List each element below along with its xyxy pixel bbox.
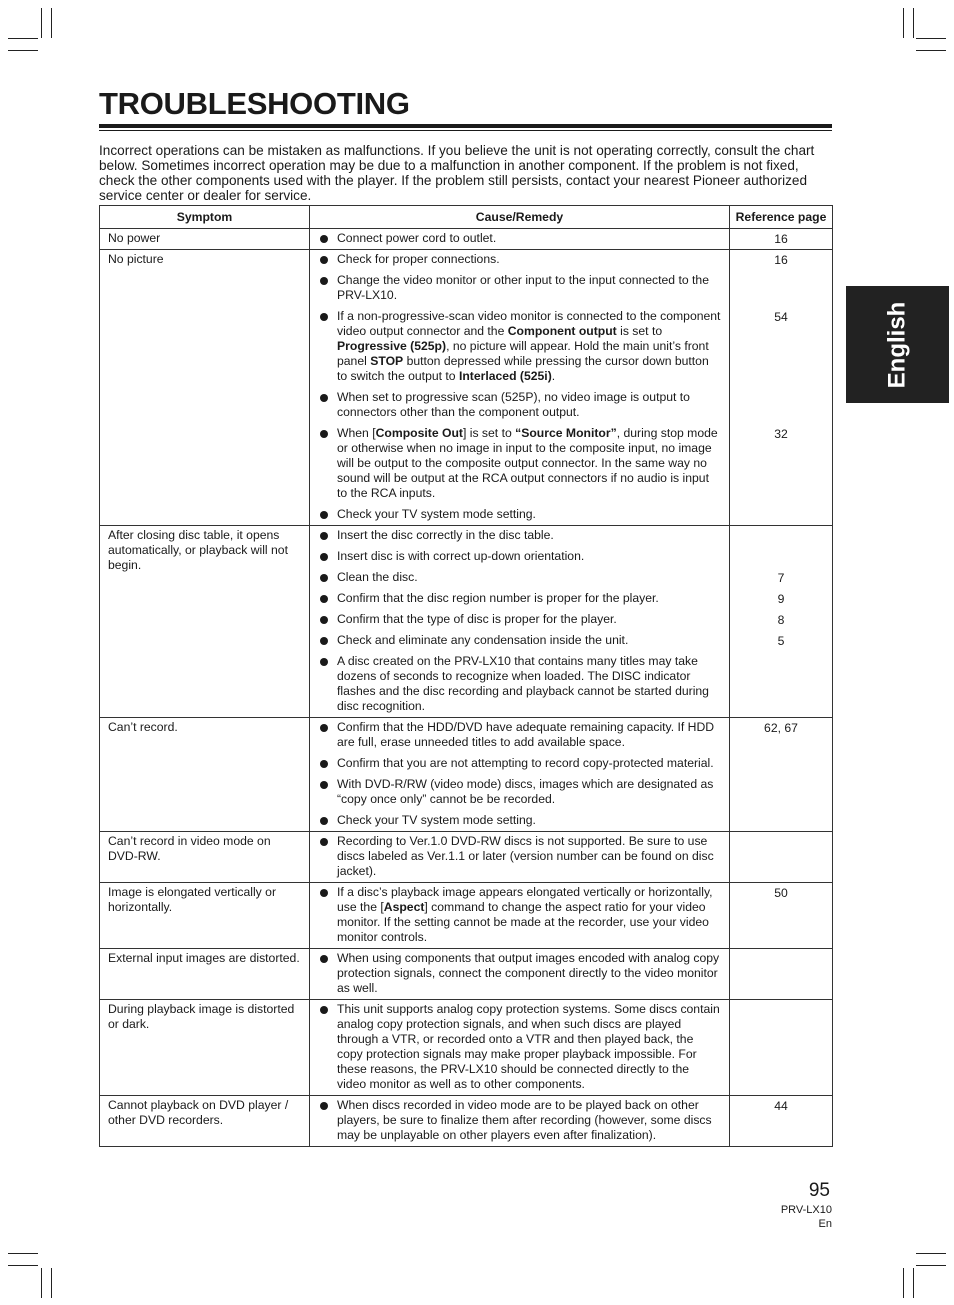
cause-item: Check for proper connections. — [319, 252, 721, 267]
reference-page: 5 — [777, 633, 785, 648]
reference-page: 9 — [777, 591, 785, 606]
language-tab-label: English — [883, 301, 911, 388]
reference-page: 50 — [774, 885, 788, 900]
table-row — [100, 718, 833, 832]
reference-cell — [730, 832, 833, 883]
page-number: 95 — [808, 1180, 830, 1201]
reference-page — [730, 550, 832, 565]
reference-page — [730, 835, 832, 850]
cause-item: A disc created on the PRV-LX10 that contains many titles may take dozens of seconds to recognize when loaded. The DISC indicator flashes and the disc recording and playback cannot be started during disc recognition. — [319, 654, 721, 714]
cause-item: Insert disc is with correct up-down orientation. — [319, 549, 721, 564]
table-row — [100, 883, 833, 949]
reference-page: 16 — [774, 231, 788, 246]
symptom-header: Symptom — [100, 206, 310, 229]
reference-page — [730, 814, 832, 829]
reference-header: Reference page — [730, 206, 833, 229]
reference-cell — [730, 250, 833, 526]
cause-cell — [310, 250, 730, 526]
cause-item: When using components that output images encoded with analog copy protection signals, connect the component directly to the video monitor as well. — [319, 951, 721, 996]
reference-page — [730, 1003, 832, 1018]
reference-page: 62, 67 — [764, 720, 798, 735]
cause-cell — [310, 1096, 730, 1147]
reference-page: 7 — [777, 570, 785, 585]
symptom-cell: No power — [100, 229, 310, 250]
table-row — [100, 229, 833, 250]
model-label — [781, 1203, 832, 1231]
cause-item: Check and eliminate any condensation inside the unit. — [319, 633, 721, 648]
cause-item: Check your TV system mode setting. — [319, 813, 721, 828]
reference-page: 54 — [774, 309, 788, 324]
cause-cell — [310, 526, 730, 718]
reference-page — [730, 655, 832, 670]
reference-page — [730, 757, 832, 772]
symptom-cell: During playback image is distorted or dark. — [100, 1000, 310, 1096]
reference-cell — [730, 1096, 833, 1147]
reference-page — [730, 529, 832, 544]
title-rule-thin — [99, 130, 832, 131]
reference-page — [730, 508, 832, 523]
cause-item: Confirm that you are not attempting to record copy-protected material. — [319, 756, 721, 771]
reference-page — [730, 952, 832, 967]
cause-item: When [Composite Out] is set to “Source Monitor”, during stop mode or otherwise when no image in input to the composite input, no image will be output to the composite output connector. In the same way no sound will be output at the RCA output connectors if no audio is input to the RCA inputs. — [319, 426, 721, 501]
reference-cell — [730, 883, 833, 949]
reference-cell — [730, 718, 833, 832]
cause-cell — [310, 1000, 730, 1096]
symptom-cell: Can’t record. — [100, 718, 310, 832]
symptom-cell: External input images are distorted. — [100, 949, 310, 1000]
table-row — [100, 250, 833, 526]
table-row — [100, 1000, 833, 1096]
cause-item: Confirm that the type of disc is proper for the player. — [319, 612, 721, 627]
cause-item: With DVD-R/RW (video mode) discs, images which are designated as “copy once only” cannot be be recorded. — [319, 777, 721, 807]
page-title: TROUBLESHOOTING — [99, 86, 410, 121]
cause-item: Connect power cord to outlet. — [319, 231, 721, 246]
table-row — [100, 1096, 833, 1147]
cause-item: Confirm that the HDD/DVD have adequate remaining capacity. If HDD are full, erase unneeded titles to add available space. — [319, 720, 721, 750]
reference-cell — [730, 1000, 833, 1096]
symptom-cell: Image is elongated vertically or horizontally. — [100, 883, 310, 949]
cause-cell — [310, 832, 730, 883]
table-row — [100, 949, 833, 1000]
cause-item: When set to progressive scan (525P), no video image is output to connectors other than the component output. — [319, 390, 721, 420]
cause-item: Change the video monitor or other input to the input connected to the PRV-LX10. — [319, 273, 721, 303]
symptom-cell: Can’t record in video mode on DVD-RW. — [100, 832, 310, 883]
reference-cell — [730, 949, 833, 1000]
cause-item: Check your TV system mode setting. — [319, 507, 721, 522]
language-code: En — [818, 1218, 832, 1230]
table-body — [100, 229, 833, 1147]
language-tab — [846, 286, 949, 403]
cause-item: Clean the disc. — [319, 570, 721, 585]
table-row — [100, 832, 833, 883]
symptom-cell: After closing disc table, it opens automatically, or playback will not begin. — [100, 526, 310, 718]
cause-item: When discs recorded in video mode are to be played back on other players, be sure to finalize them after recording (however, some discs may be unplayable on other players even after finalization). — [319, 1098, 721, 1143]
cause-cell — [310, 949, 730, 1000]
intro-paragraph: Incorrect operations can be mistaken as malfunctions. If you believe the unit is not operating correctly, consult the chart below. Sometimes incorrect operation may be due to a malfunction in another component. If the problem is not fixed, check the other components used with the player. If the problem still persists, contact your nearest Pioneer authorized service center or dealer for service. — [99, 143, 815, 203]
reference-page: 44 — [774, 1098, 788, 1113]
cause-item: Recording to Ver.1.0 DVD-RW discs is not supported. Be sure to use discs labeled as Ver.1.1 or later (version number can be found on disc jacket). — [319, 834, 721, 879]
cause-item: Confirm that the disc region number is proper for the player. — [319, 591, 721, 606]
cause-item: If a disc’s playback image appears elongated vertically or horizontally, use the [Aspect] command to change the aspect ratio for your video monitor. If the setting cannot be made at the recorder, use your video monitor controls. — [319, 885, 721, 945]
troubleshooting-table — [99, 205, 833, 1147]
symptom-cell: No picture — [100, 250, 310, 526]
cause-cell — [310, 718, 730, 832]
symptom-cell: Cannot playback on DVD player / other DVD recorders. — [100, 1096, 310, 1147]
model-number: PRV-LX10 — [780, 1204, 832, 1216]
table-header-row — [100, 206, 833, 229]
cause-item: If a non-progressive-scan video monitor is connected to the component video output connector and the Component output is set to Progressive (525p), no picture will appear. Hold the main unit’s front panel STOP button depressed while pressing the cursor down button to switch the output to Interlaced (525i). — [319, 309, 721, 384]
cause-item: This unit supports analog copy protection systems. Some discs contain analog copy protection signals, and when such discs are played through a VTR, or recorded onto a VTR and then played back, the copy protection signals may make proper playback impossible. For these reasons, the PRV-LX10 should be connected directly to the video monitor as well as to other components. — [319, 1002, 721, 1092]
table-row — [100, 526, 833, 718]
reference-page: 32 — [774, 426, 788, 441]
cause-cell — [310, 883, 730, 949]
cause-item: Insert the disc correctly in the disc table. — [319, 528, 721, 543]
reference-page — [730, 778, 832, 793]
cause-cell — [310, 229, 730, 250]
reference-page — [730, 274, 832, 289]
reference-page: 8 — [777, 612, 785, 627]
reference-cell — [730, 229, 833, 250]
reference-page: 16 — [774, 252, 788, 267]
reference-page — [730, 391, 832, 406]
reference-cell — [730, 526, 833, 718]
title-rule — [99, 124, 832, 128]
cause-header: Cause/Remedy — [310, 206, 730, 229]
